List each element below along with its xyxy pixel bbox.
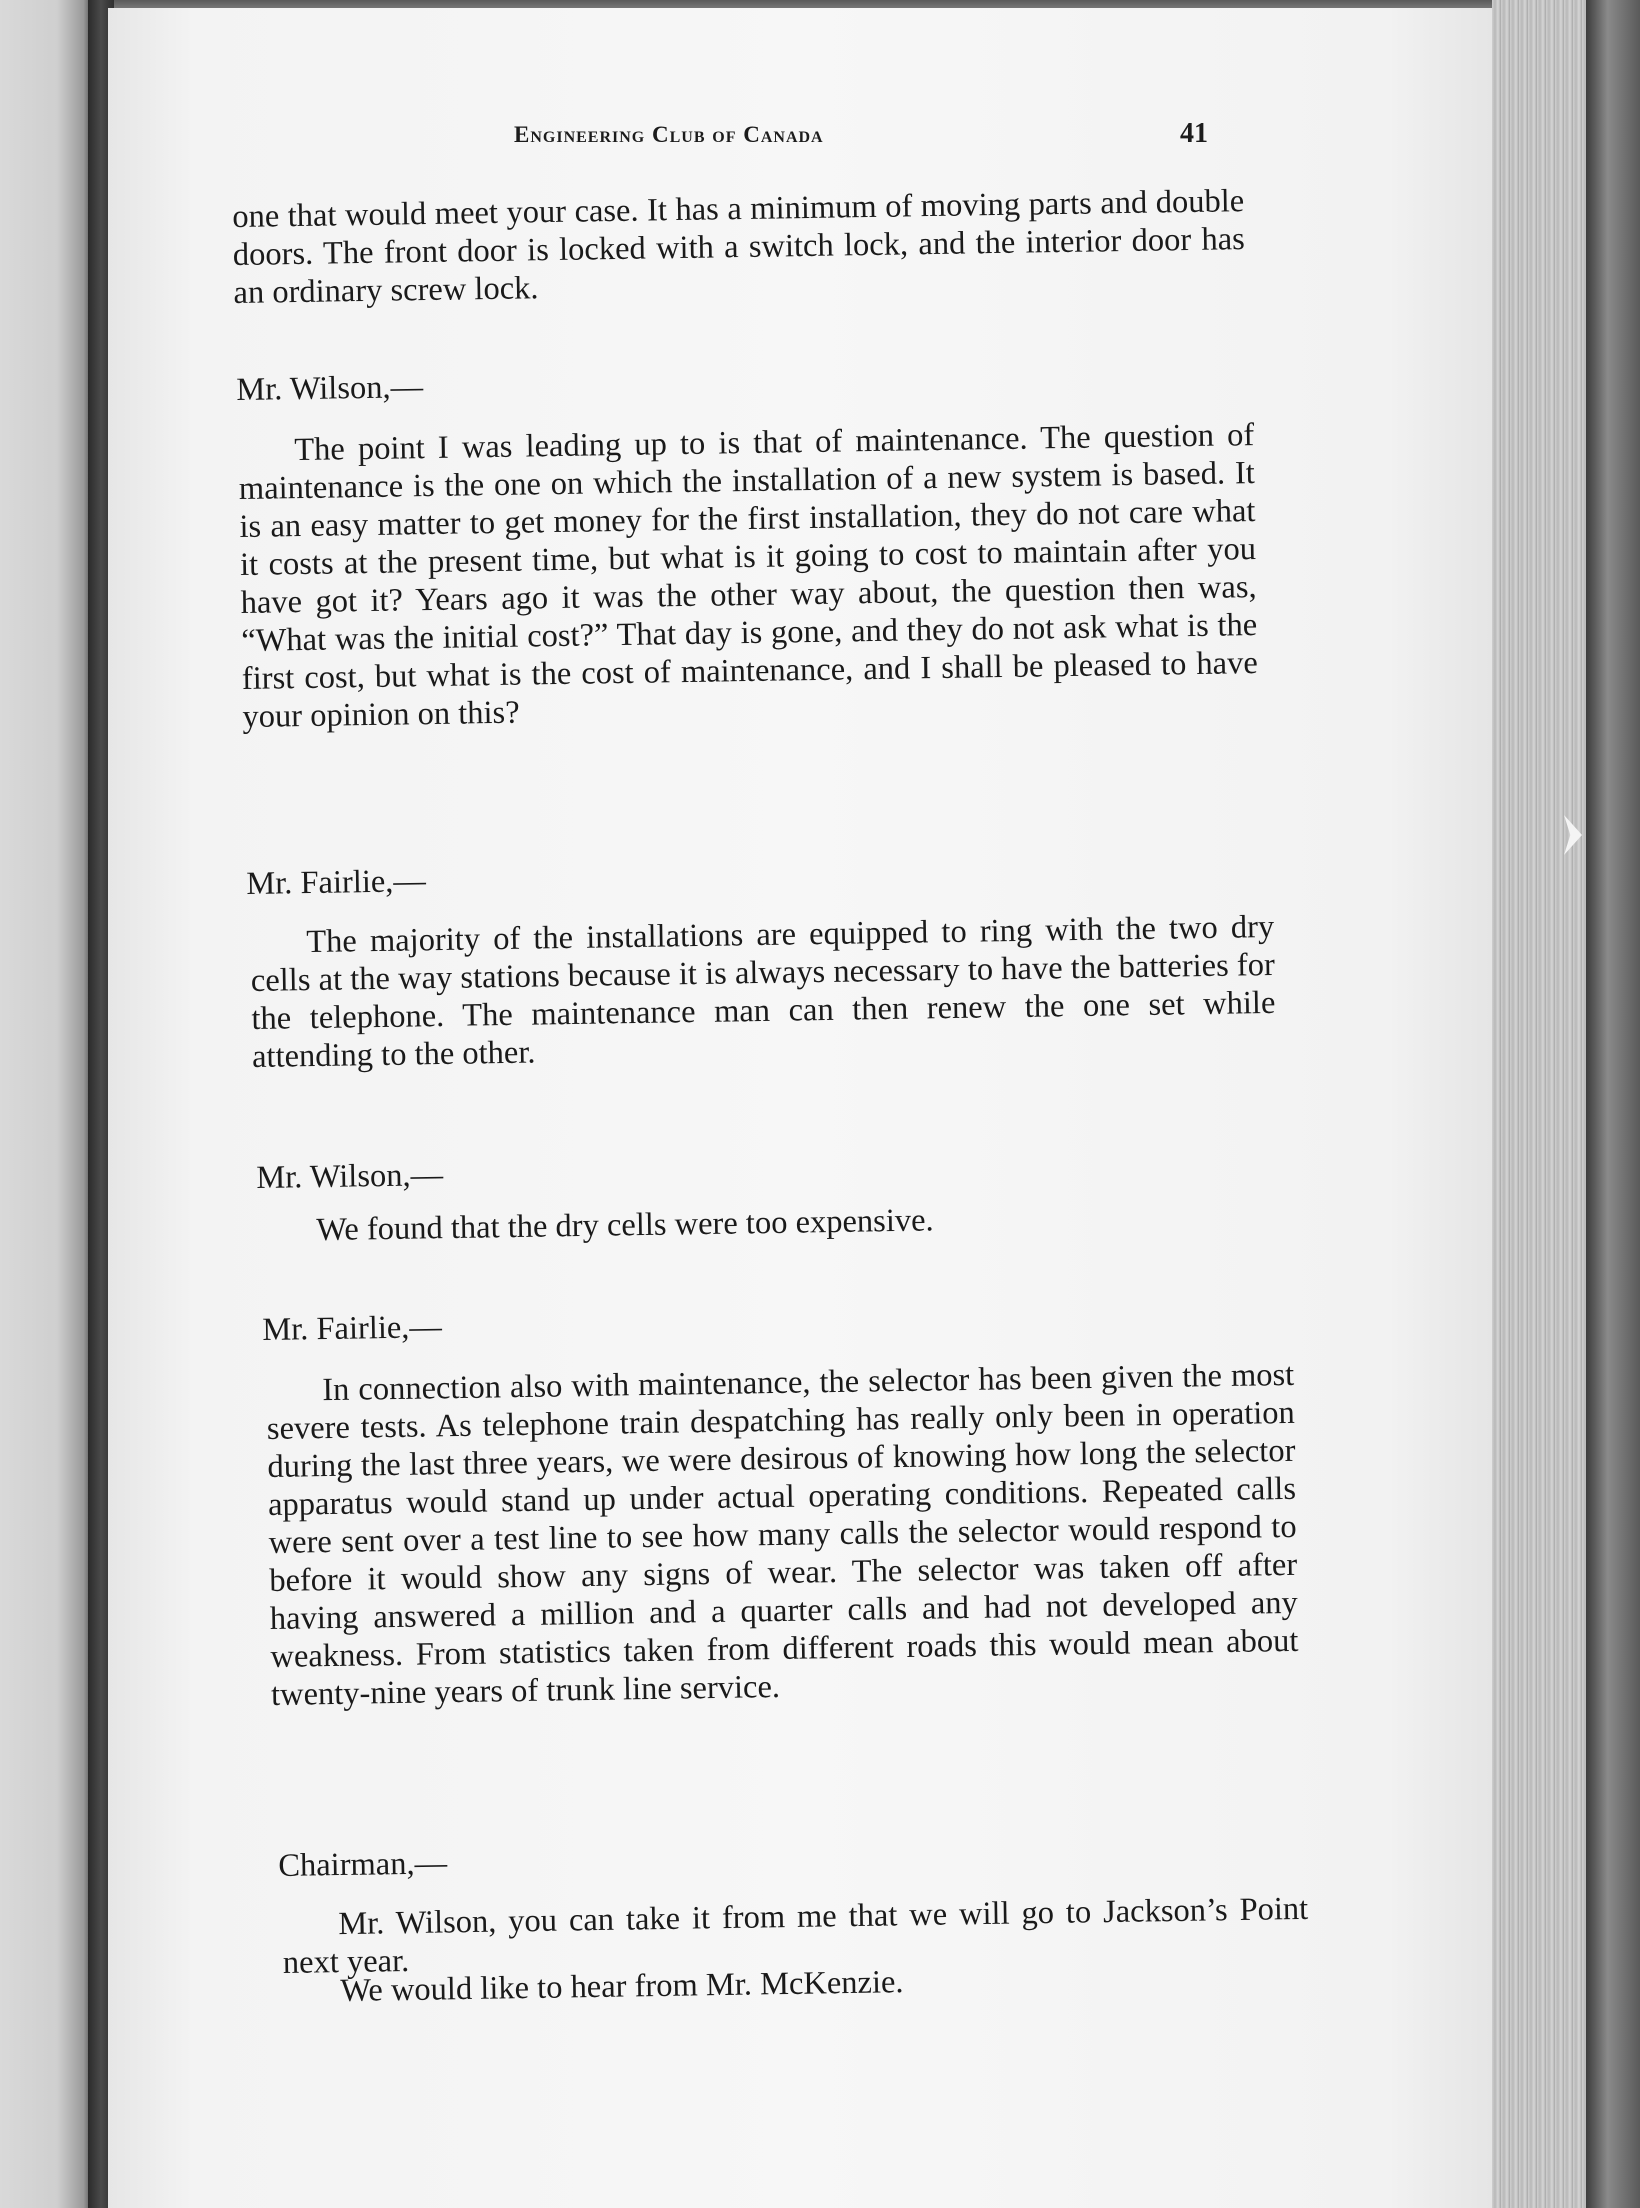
paragraph-chairman-jacksons-point: Mr. Wilson, you can take it from me that we will go to Jackson’s Point next year.: [282, 1890, 1309, 1981]
paragraph-wilson-expensive: We found that the dry cells were too expensive.: [316, 1202, 934, 1249]
speaker-label-wilson: Mr. Wilson,—: [256, 1157, 444, 1196]
speaker-label-fairlie: Mr. Fairlie,—: [262, 1309, 443, 1348]
page-number: 41: [1180, 118, 1208, 149]
paragraph-fairlie-selector: In connection also with maintenance, the selector has been given the most severe tests. As telephone train despatching has really only been in operation during the last three years, we were desirous of knowing how long the selector apparatus would stand up under actual operating conditions. Repeated calls were sent over a test line to see how many calls the selector would respond to before it would show any signs of wear. The selector was taken off after having answered a million and a quarter calls and had not developed any weakness. From statistics taken from different roads this would mean about twenty-nine years of trunk line service.: [266, 1356, 1299, 1713]
book-cover-edge: [1586, 0, 1640, 2208]
paragraph-wilson-maintenance: The point I was leading up to is that of maintenance. The question of maintenance is the one on which the installation of a new system is based. It is an easy matter to get money for the first installation, they do not care what it costs at the present time, but what is it going to cost to maintain after you have got it? Years ago it was the other way about, the question then was, “What was the initial cost?” That day is gone, and they do not ask what is the first cost, but what is the cost of maintenance, and I shall be pleased to have your opinion on this?: [238, 417, 1259, 735]
facing-page-edge: [0, 0, 95, 2208]
speaker-label-chairman: Chairman,—: [278, 1845, 448, 1884]
speaker-label-fairlie: Mr. Fairlie,—: [246, 863, 427, 902]
continued-paragraph: one that would meet your case. It has a minimum of moving parts and double doors. The front door is locked with a switch lock, and the interior door has an ordinary screw lock.: [232, 183, 1246, 311]
paragraph-fairlie-dry-cells: The majority of the installations are equipped to ring with the two dry cells at the way stations because it is always necessary to have the batteries for the telephone. The maintenance man can then renew the one set while attending to the other.: [250, 908, 1276, 1075]
paragraph-chairman-mckenzie: We would like to hear from Mr. McKenzie.: [340, 1964, 904, 2009]
speaker-label-wilson: Mr. Wilson,—: [236, 369, 424, 408]
running-head: Engineering Club of Canada: [514, 122, 824, 147]
